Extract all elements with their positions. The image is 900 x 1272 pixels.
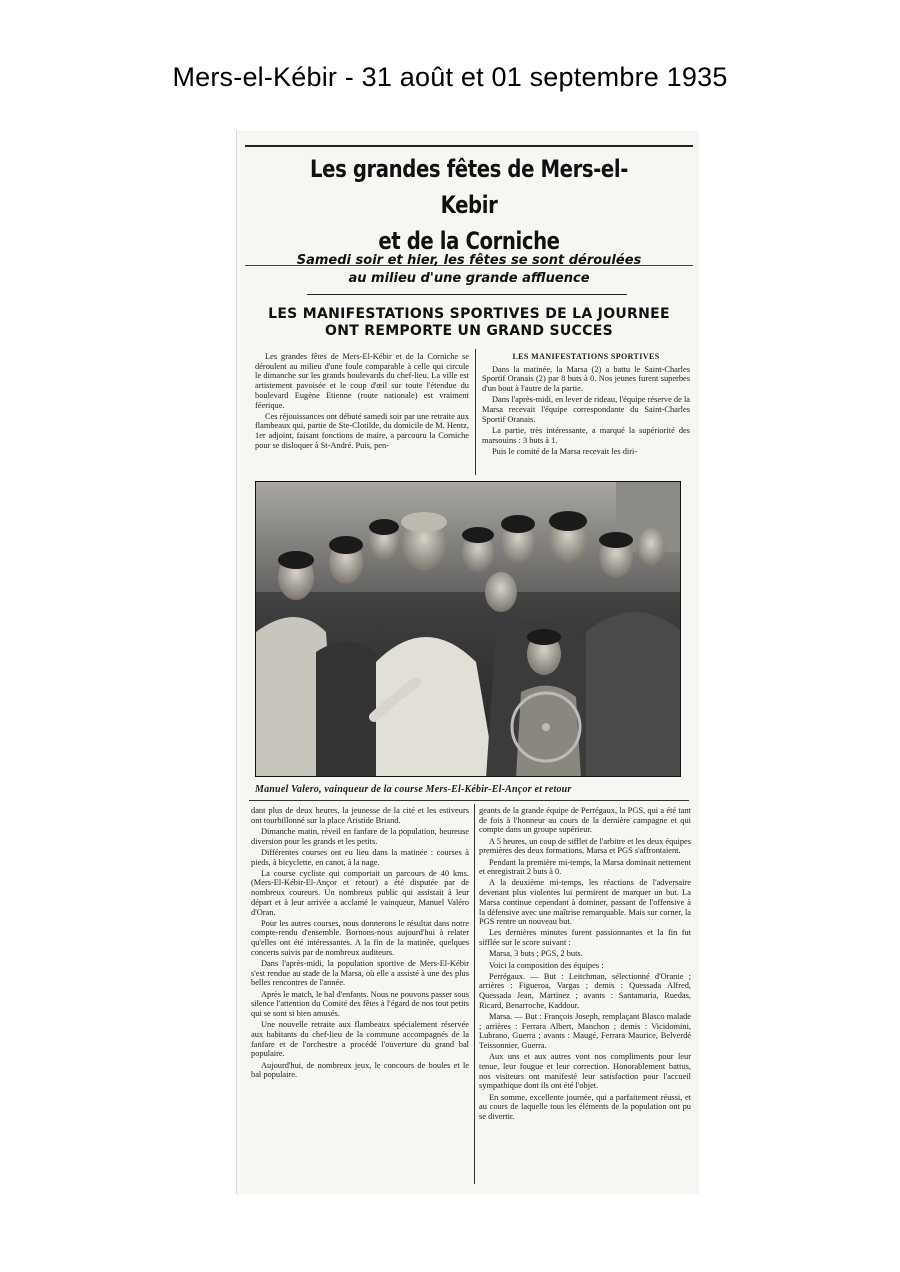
column-bottom-left	[251, 806, 469, 1081]
crowd-photo-illustration	[256, 482, 681, 777]
column-top-left	[255, 352, 469, 452]
page-header-title: Mers-el-Kébir - 31 août et 01 septembre 1935	[172, 62, 728, 92]
column-bottom-right	[479, 806, 691, 1123]
article-paragraph: Dans la matinée, la Marsa (2) a battu le Saint-Charles Sportif Oranais (2) par 8 buts à 0. Nos jeunes furent superbes d'un bout à l'autre de la partie.	[482, 364, 690, 394]
article-paragraph: Les grandes fêtes de Mers-El-Kébir et de la Corniche se déroulent au milieu d'une foule comparable à celle qui circule le dimanche sur les grands boulevards du chef-lieu. La ville est artistement pavoisée et le coup d'œil sur toute l'étendue du boulevard Eugène Etienne (route nationale) est vraiment féerique.	[255, 352, 469, 410]
article-paragraph: Dans l'après-midi, la population sportive de Mers-El-Kébir s'est rendue au stade de la Marsa, où elle a assisté à une des plus belles rencontres de l'année.	[251, 959, 469, 988]
article-paragraph: Différentes courses ont eu lieu dans la matinée : courses à pieds, à bicyclette, en canot, à la nage.	[251, 847, 469, 867]
column-divider	[474, 804, 475, 1184]
article-paragraph: geants de la grande équipe de Perrégaux, la PGS, qui a été tant de fois à l'honneur au cours de la dernière campagne et qui compte dans un groupe supérieur.	[479, 806, 691, 835]
headline-box	[245, 145, 693, 266]
article-paragraph: Marsa, 3 buts ; PGS, 2 buts.	[489, 949, 583, 959]
article-paragraph: Pour les autres courses, nous donnerons le résultat dans notre compte-rendu d'ensemble. Bornons-nous aujourd'hui à relater qu'elles ont été intéressantes. A la fin de la matinée, quelques concerts suivis par de nombreux auditeurs.	[251, 918, 469, 957]
article-paragraph: Ces réjouissances ont débuté samedi soir par une retraite aux flambeaux qui, partie de Ste-Clotilde, du domicile de M. Hentz, 1er adjoint, faisant fonctions de maire, a parcouru la Corniche pour se disloquer à St-André. Puis, pen-	[255, 411, 469, 450]
article-paragraph: dant plus de deux heures, la jeunesse de la cité et les estiveurs ont tourbillonné sur la place Aristide Briand.	[251, 806, 469, 825]
article-paragraph: Puis le comité de la Marsa recevait les diri-	[492, 446, 638, 456]
photo-caption: Manuel Valero, vainqueur de la course Mers-El-Kébir-El-Ançor et retour	[255, 784, 572, 795]
article-paragraph: Après le match, le bal d'enfants. Nous ne pouvons passer sous silence l'attention du Comité des fêtes à l'égard de nos tout petits qui se sont si bien amusés.	[251, 989, 469, 1019]
article-paragraph: En somme, excellente journée, qui a parfaitement réussi, et au cours de laquelle tous les éléments de la population ont pu se divertir.	[479, 1092, 691, 1122]
divider	[249, 800, 689, 801]
article-paragraph: Aux uns et aux autres vont nos compliments pour leur tenue, leur fougue et leur correction. Honorablement battus, nos visiteurs ont manifesté leur satisfaction pour l'accueil sympathique dont ils ont été l'objet.	[479, 1052, 691, 1091]
article-paragraph: A la deuxième mi-temps, les réactions de l'adversaire devenant plus violentes lui permirent de marquer un but. La Marsa continue cependant à dominer, passant de l'offensive à la défensive avec une maîtrise remarquable. Mais sur corner, la PGS rentre un nouveau but.	[479, 878, 691, 927]
article-subheadline: Samedi soir et hier, les fêtes se sont déroulées au milieu d'une grande affluence	[296, 253, 642, 286]
article-paragraph: Perrégaux. — But : Leitchman, sélectionné d'Oranie ; arrières : Figueroa, Vargas ; demis : Quessada Alfred, Quessada Jean, Martinez ; avants : Santamaria, Ruedas, Ricard, Benarroche, Kaddour.	[479, 971, 691, 1010]
article-paragraph: Pendant la première mi-temps, la Marsa dominait nettement et enregistrait 2 buts à 0.	[479, 857, 691, 877]
article-paragraph: Marsa. — But : François Joseph, remplaçant Blasco malade ; arrières : Ferrara Albert, Manchon ; demis : Vicidomini, Lubrano, Guerra ; avants : Maugé, Ferrara Maurice, Belverdé Teissonnier, Guerra.	[479, 1012, 691, 1051]
article-paragraph: Une nouvelle retraite aux flambeaux spécialement réservée aux habitants du chef-lieu de la commune accompagnés de la fanfare et de l'orchestre a procédé l'ouverture du grand bal populaire.	[251, 1020, 469, 1059]
article-paragraph: Voici la composition des équipes :	[489, 960, 604, 970]
article-paragraph: Les dernières minutes furent passionnantes et la fin fut sifflée sur le score suivant :	[479, 928, 691, 948]
newspaper-clipping	[236, 131, 699, 1194]
article-headline: Les grandes fêtes de Mers-el-Kebir et de la Corniche	[310, 155, 628, 255]
column-divider	[475, 349, 476, 475]
article-paragraph: Dans l'après-midi, en lever de rideau, l'équipe réserve de la Marsa recevait l'équipe correspondante du Saint-Charles Sportif Oranais.	[482, 395, 690, 424]
article-paragraph: La partie, très intéressante, a marqué la supériorité des marsouins : 3 buts à 1.	[482, 425, 690, 445]
news-photo	[255, 481, 681, 777]
article-paragraph: Dimanche matin, réveil en fanfare de la population, heureuse diversion pour les grands et les petits.	[251, 826, 469, 846]
divider	[307, 294, 627, 295]
article-paragraph: Aujourd'hui, de nombreux jeux, le concours de boules et le bal populaire.	[251, 1060, 469, 1080]
sports-subheading: LES MANIFESTATIONS SPORTIVES	[512, 352, 660, 361]
section-heading: LES MANIFESTATIONS SPORTIVES DE LA JOURNEE ONT REMPORTE UN GRAND SUCCES	[268, 306, 670, 339]
article-paragraph: A 5 heures, un coup de sifflet de l'arbitre et les deux équipes premières des deux formations, Marsa et PGS s'affrontaient.	[479, 836, 691, 856]
article-paragraph: La course cycliste qui comportait un parcours de 40 kms. (Mers-El-Kébir-El-Ançor et retour) a été disputée par de nombreux coureurs. Un nombreux public qui assistait à leur départ et à leur arrivée a acclamé le vainqueur, Manuel Valéro d'Oran.	[251, 868, 469, 917]
column-top-right	[482, 352, 690, 458]
